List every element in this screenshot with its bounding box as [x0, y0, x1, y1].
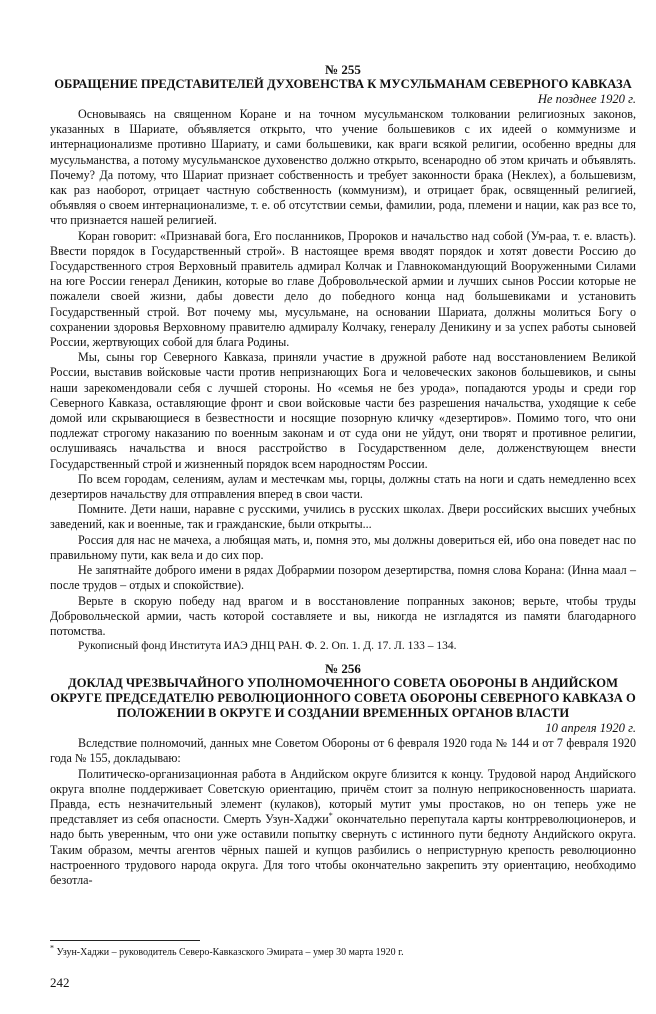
document-title: ДОКЛАД ЧРЕЗВЫЧАЙНОГО УПОЛНОМОЧЕННОГО СОВЕТА ОБОРОНЫ В АНДИЙСКОМ ОКРУГЕ ПРЕДСЕДАТЕЛЮ РЕВОЛЮЦИОННОГО СОВЕТА ОБОРОНЫ СЕВЕРНОГО КАВКАЗА О ПОЛОЖЕНИИ В ОКРУГЕ И СОЗДАНИИ ВРЕМЕННЫХ ОРГАНОВ ВЛАСТИ [50, 676, 636, 721]
document-256 [50, 661, 636, 888]
footnote-text: Узун-Хаджи – руководитель Северо-Кавказского Эмирата – умер 30 марта 1920 г. [56, 947, 404, 958]
paragraph [50, 767, 636, 889]
document-date: 10 апреля 1920 г. [545, 721, 636, 736]
paragraph: Вследствие полномочий, данных мне Советом Обороны от 6 февраля 1920 года № 144 и от 7 февраля 1920 года № 155, докладываю: [50, 736, 636, 766]
footnote-divider [50, 940, 200, 941]
paragraph: Помните. Дети наши, наравне с русскими, учились в русских школах. Двери российских высших учебных заведений, как и военные, так и гражданские, были открыты... [50, 502, 636, 532]
paragraph: Россия для нас не мачеха, а любящая мать, и, помня это, мы должны довериться ей, ибо она поведет нас по правильному пути, как вела и до сих пор. [50, 532, 636, 562]
footnote [50, 943, 636, 959]
archive-source: Рукописный фонд Института ИАЭ ДНЦ РАН. Ф. 2. Оп. 1. Д. 17. Л. 133 – 134. [78, 640, 457, 653]
page-body [50, 62, 636, 888]
paragraph-text-continued: окончательно перепутала карты контрреволюционеров, и надо быть уверенным, что они уже оставили попытку свернуть с истинного пути бедноту Андийского округа. Таким образом, мечты агентов чёрных пашей и купцов разбились о непристурную крепость революционно настроенного трудового народа округа. Для того чтобы окончательно закрепить эту ориентацию, необходимо безотла- [50, 812, 636, 887]
footnote-marker: * [50, 943, 54, 953]
document-255 [50, 62, 636, 654]
spacer [50, 654, 636, 661]
document-title: ОБРАЩЕНИЕ ПРЕДСТАВИТЕЛЕЙ ДУХОВЕНСТВА К МУСУЛЬМАНАМ СЕВЕРНОГО КАВКАЗА [54, 77, 632, 91]
paragraph: Не запятнайте доброго имени в рядах Добрармии позором дезертирства, помня слова Корана: (Инна маал – после трудов – отдых и спокойствие). [50, 563, 636, 593]
document-number: № 256 [325, 661, 361, 677]
paragraph-text: Политическо-организационная работа в Андийском округе близится к концу. Трудовой народ Андийского округа вполне поддерживает Советскую ориентацию, причём стоит за полную неприкосновенность шариата. Правда, есть незначительный элемент (кулаков), который мутит умы простаков, но он теперь уже не представляет из себя опасности. Смерть Узун-Хаджи [50, 766, 636, 827]
paragraph: Коран говорит: «Признавай бога, Его посланников, Пророков и начальство над собой (Ум-раа, т. е. власть). Ввести порядок в Государственный строй». В настоящее время вводят порядок и хотят довести Россию до Государственного строя Верховный правитель адмирал Колчак и Главнокомандующий Вооруженными Силами на юге России генерал Деникин, которые во главе Добровольческой армии и лучших сынов России которые не пожалели своей жизни, дабы довести дело до победного конца над большевиками и установить Государственный строй. Вот почему мы, мусульмане, на основании Шариата, должны молиться Богу о сохранении здоровья Верховному правителю адмиралу Колчаку, генералу Деникину и за успех работы сыновей России, жертвующих собой для блага Родины. [50, 228, 636, 350]
paragraph: По всем городам, селениям, аулам и местечкам мы, горцы, должны стать на ноги и сдать немедленно всех дезертиров начальству для отправления вперед в свои части. [50, 471, 636, 502]
footnote-marker[interactable]: * [328, 811, 333, 821]
document-number: № 255 [325, 62, 361, 77]
paragraph: Мы, сыны гор Северного Кавказа, приняли участие в дружной работе над восстановлением Великой России, выставив войсковые части против непризнающих Бога и человеческих законов большевиков, и сыны наши зарекомендовали себя с лучшей стороны. Но «семья не без урода», попадаются уроды и среди гор Северного Кавказа, оставляющие фронт и свои войсковые части без разрешения начальства, уходящие к себе домой или скрывающиеся в безвестности и носящие позорную кличку «дезертиров». Помимо того, что они подлежат строгому наказанию по военным законам и от суда они не уйдут, они творят и противное религии, ослушиваясь начальства и внося расстройство в Государственном деле, долженствующем внести Государственный строй и жизненный порядок всем народностям России. [50, 350, 636, 471]
document-date: Не позднее 1920 г. [537, 92, 636, 106]
page-number: 242 [50, 975, 70, 990]
paragraph: Основываясь на священном Коране и на точном мусульманском толковании религиозных законов, указанных в Шариате, объявляется открыто, что учение большевиков с их идеей о коммунизме и интернационализме противно Шариату, и сами большевики, как враги всякой религии, особенно вредны для мусульманства, а потому мусульманское духовенство должно открыто, всенародно об этом кричать и объявлять. Почему? Да потому, что Шариат признает собственность и требует законности брака (Неклех), а большевизм, как раз наоборот, отрицает частную собственность (коммунизм), и отрицает брак, освященный религией, объявляя о своем интернационализме, т. е. об отсутствии семьи, фамилии, рода, племени и нации, как раз все то, что признается нашей религией. [50, 107, 636, 228]
paragraph: Верьте в скорую победу над врагом и в восстановление попранных законов; верьте, чтобы труды Добровольческой армии, часть которой составляете и вы, никогда не изгладятся из памяти благодарного потомства. [50, 593, 636, 638]
